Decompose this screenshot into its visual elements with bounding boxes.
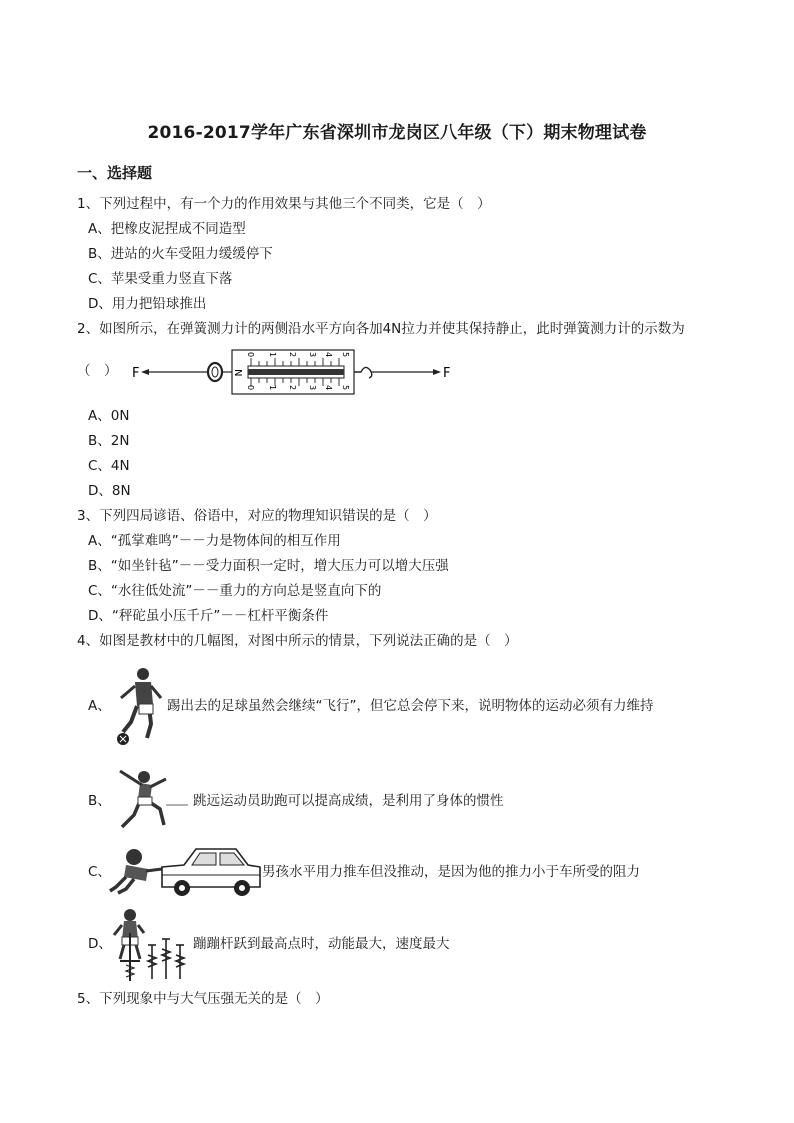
question-3-stem: 3、下列四局谚语、俗语中，对应的物理知识错误的是（ ）	[77, 508, 437, 524]
scale-bottom-0: 0	[246, 385, 255, 391]
question-4-option-c-text[interactable]: 男孩水平用力推车但没推动，是因为他的推力小于车所受的阻力	[262, 864, 640, 880]
question-1-option-a[interactable]: A、把橡皮泥捏成不同造型	[88, 221, 246, 237]
scale-bottom-5: 5	[341, 385, 350, 391]
pogo-stick-icon	[108, 905, 192, 987]
scale-bottom-2: 2	[288, 385, 297, 391]
question-4-option-a-label[interactable]: A、	[88, 698, 111, 714]
question-4-option-d-text[interactable]: 蹦蹦杆跃到最高点时，动能最大，速度最大	[193, 936, 450, 952]
question-1-stem: 1、下列过程中，有一个力的作用效果与其他三个不同类，它是（ ）	[77, 196, 491, 212]
boy-pushing-car-icon	[108, 843, 262, 899]
question-2-stem: 2、如图所示，在弹簧测力计的两侧沿水平方向各加4N拉力并使其保持静止，此时弹簧测力计的示数为	[77, 321, 685, 337]
force-right-label: F	[443, 366, 451, 381]
long-jumper-icon	[104, 765, 190, 833]
question-1-option-d[interactable]: D、用力把铅球推出	[88, 296, 207, 312]
question-3-option-c[interactable]: C、“水往低处流”－－重力的方向总是竖直向下的	[88, 583, 382, 599]
question-4-option-a-text[interactable]: 踢出去的足球虽然会继续“飞行”，但它总会停下来，说明物体的运动必须有力维持	[167, 698, 654, 714]
question-5-stem: 5、下列现象中与大气压强无关的是（ ）	[77, 991, 329, 1007]
hook-icon	[354, 367, 372, 378]
question-2-option-c[interactable]: C、4N	[88, 458, 130, 474]
question-4-stem: 4、如图是教材中的几幅图，对图中所示的情景，下列说法正确的是（ ）	[77, 633, 518, 649]
scale-top-0: 0	[246, 352, 255, 358]
scale-bottom-4: 4	[324, 385, 333, 391]
question-2-option-a[interactable]: A、0N	[88, 408, 130, 424]
unit-label: N	[232, 369, 243, 377]
scale-bottom-1: 1	[268, 385, 277, 391]
scale-top-4: 4	[324, 352, 333, 358]
question-4-option-d-label[interactable]: D、	[88, 936, 112, 952]
scale-top-5: 5	[341, 352, 350, 358]
arrow-left-icon	[141, 369, 149, 375]
question-3-option-b[interactable]: B、“如坐针毡”－－受力面积一定时，增大压力可以增大压强	[88, 558, 449, 574]
ring-icon	[208, 363, 222, 381]
page-title: 2016-2017学年广东省深圳市龙岗区八年级（下）期末物理试卷	[147, 123, 647, 143]
scale-top-1: 1	[268, 352, 277, 358]
question-3-option-d[interactable]: D、“秤砣虽小压千斤”－－杠杆平衡条件	[88, 608, 329, 624]
question-4-option-c-label[interactable]: C、	[88, 864, 111, 880]
force-left-label: F	[132, 366, 140, 381]
scale-bottom-3: 3	[308, 385, 317, 391]
spring-scale-figure	[125, 344, 455, 400]
question-4-option-b-text[interactable]: 跳远运动员助跑可以提高成绩，是利用了身体的惯性	[193, 793, 504, 809]
arrow-right-icon	[433, 369, 441, 375]
football-player-icon	[103, 664, 167, 748]
scale-top-2: 2	[288, 352, 297, 358]
question-2-option-d[interactable]: D、8N	[88, 483, 131, 499]
question-2-option-b[interactable]: B、2N	[88, 433, 130, 449]
question-1-option-c[interactable]: C、苹果受重力竖直下落	[88, 271, 233, 287]
section-heading: 一、选择题	[77, 164, 153, 182]
question-3-option-a[interactable]: A、“孤掌难鸣”－－力是物体间的相互作用	[88, 533, 341, 549]
scale-top-3: 3	[308, 352, 317, 358]
question-4-option-b-label[interactable]: B、	[88, 793, 111, 809]
question-2-blank: （ ）	[77, 363, 118, 379]
question-1-option-b[interactable]: B、进站的火车受阻力缓缓停下	[88, 246, 273, 262]
